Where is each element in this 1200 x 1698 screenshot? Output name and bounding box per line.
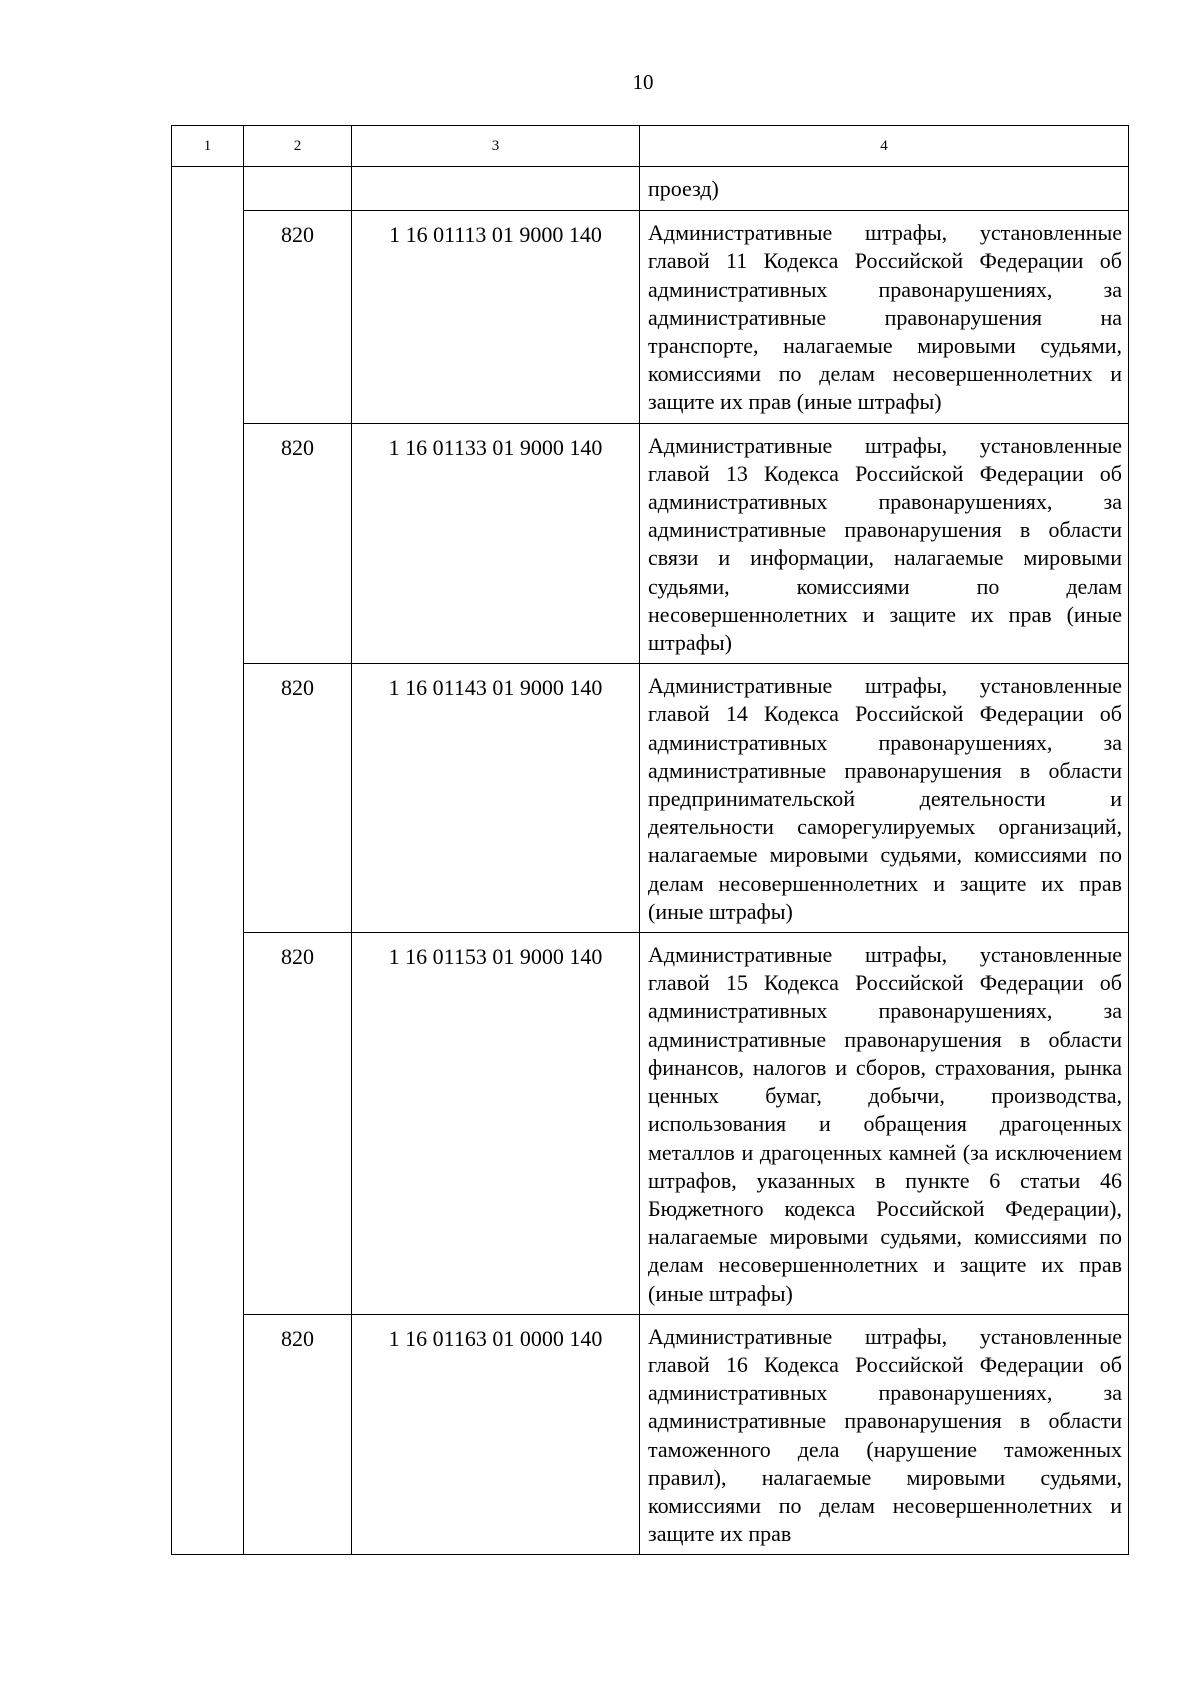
table-header-row [172, 126, 1129, 167]
description-cell: Административные штрафы, установленные главой 15 Кодекса Российской Федерации об административных правонарушениях, за административные правонарушения в области финансов, налогов и сборов, страхования, рынка ценных бумаг, добычи, производства, использования и обращения драгоценных металлов и драгоценных камней (за исключением штрафов, указанных в пункте 6 статьи 46 Бюджетного кодекса Российской Федерации), налагаемые мировыми судьями, комиссиями по делам несовершеннолетних и защите их прав (иные штрафы) [640, 933, 1129, 1315]
column-header-1: 1 [172, 126, 244, 167]
administrator-code-cell: 820 [244, 1314, 352, 1555]
description-cell: Административные штрафы, установленные главой 16 Кодекса Российской Федерации об административных правонарушениях, за административные правонарушения в области таможенного дела (нарушение таможенных правил), налагаемые мировыми судьями, комиссиями по делам несовершеннолетних и защите их прав [640, 1314, 1129, 1555]
table-row [172, 664, 1129, 933]
page-number: 10 [632, 70, 654, 94]
table-row [172, 1314, 1129, 1555]
table-row [172, 933, 1129, 1315]
description-cell: Административные штрафы, установленные главой 11 Кодекса Российской Федерации об административных правонарушениях, за административные правонарушения на транспорте, налагаемые мировыми судьями, комиссиями по делам несовершеннолетних и защите их прав (иные штрафы) [640, 211, 1129, 423]
description-cell: Административные штрафы, установленные главой 13 Кодекса Российской Федерации об административных правонарушениях, за административные правонарушения в области связи и информации, налагаемые мировыми судьями, комиссиями по делам несовершеннолетних и защите их прав (иные штрафы) [640, 423, 1129, 664]
budget-classification-code-cell: 1 16 01153 01 9000 140 [352, 933, 640, 1315]
column-header-2: 2 [244, 126, 352, 167]
description-cell: Административные штрафы, установленные главой 14 Кодекса Российской Федерации об административных правонарушениях, за административные правонарушения в области предпринимательской деятельности и деятельности саморегулируемых организаций, налагаемые мировыми судьями, комиссиями по делам несовершеннолетних и защите их прав (иные штрафы) [640, 664, 1129, 933]
administrator-code-cell [244, 167, 352, 211]
budget-classification-code-cell [352, 167, 640, 211]
table-row [172, 167, 1129, 211]
administrator-code-cell: 820 [244, 423, 352, 664]
budget-classification-code-cell: 1 16 01163 01 0000 140 [352, 1314, 640, 1555]
description-cell: проезд) [640, 167, 1129, 211]
budget-classification-code-cell: 1 16 01143 01 9000 140 [352, 664, 640, 933]
administrator-code-cell: 820 [244, 211, 352, 423]
column-header-4: 4 [640, 126, 1129, 167]
administrator-code-cell: 820 [244, 664, 352, 933]
budget-classification-code-cell: 1 16 01113 01 9000 140 [352, 211, 640, 423]
administrator-code-cell: 820 [244, 933, 352, 1315]
budget-classification-code-cell: 1 16 01133 01 9000 140 [352, 423, 640, 664]
table-row [172, 211, 1129, 423]
column-1-cell [172, 167, 244, 1555]
column-header-3: 3 [352, 126, 640, 167]
budget-codes-table [171, 125, 1129, 1555]
table-row [172, 423, 1129, 664]
